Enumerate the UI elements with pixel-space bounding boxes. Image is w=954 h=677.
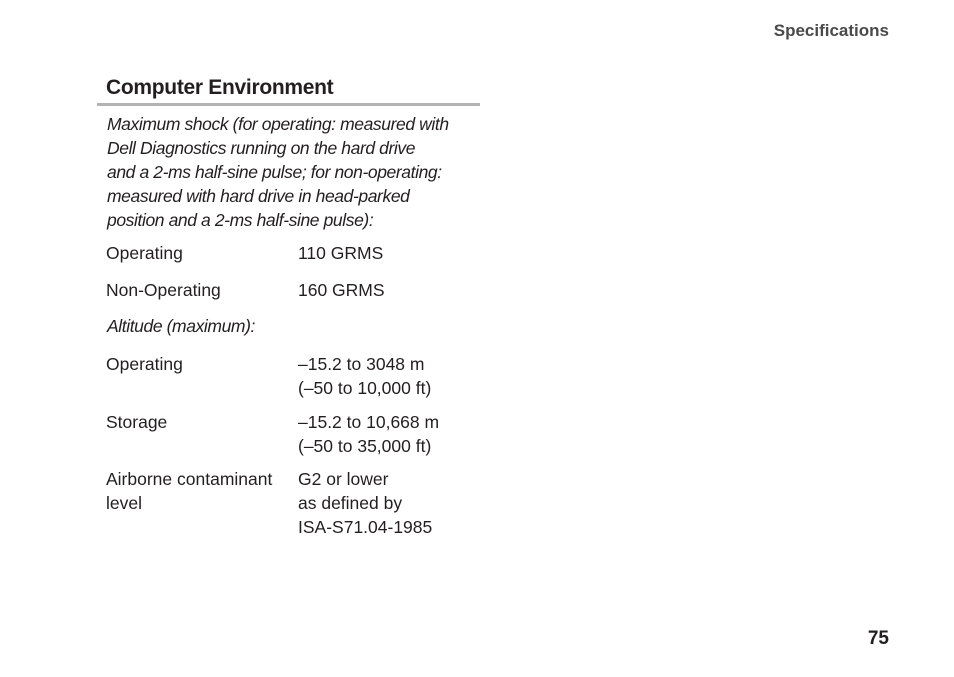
spec-value-line: G2 or lower bbox=[298, 469, 389, 489]
spec-value-line: (–50 to 10,000 ft) bbox=[298, 378, 432, 398]
spec-label bbox=[106, 467, 291, 515]
page-number: 75 bbox=[867, 628, 889, 649]
shock-note-line: Dell Diagnostics running on the hard drive bbox=[107, 138, 416, 158]
spec-value-line: (–50 to 35,000 ft) bbox=[298, 436, 432, 456]
spec-value: 110 GRMS bbox=[298, 243, 384, 263]
spec-label: Non-Operating bbox=[106, 280, 221, 300]
spec-value bbox=[298, 352, 498, 400]
shock-note-line: and a 2-ms half-sine pulse; for non-operating: bbox=[107, 162, 442, 182]
spec-value-line: –15.2 to 10,668 m bbox=[298, 412, 440, 432]
spec-label: Operating bbox=[106, 354, 183, 374]
shock-note-line: position and a 2-ms half-sine pulse): bbox=[107, 210, 374, 230]
altitude-note: Altitude (maximum): bbox=[107, 316, 255, 336]
title-divider bbox=[97, 103, 480, 106]
shock-note bbox=[107, 112, 487, 232]
spec-value-line: ISA-S71.04-1985 bbox=[298, 517, 433, 537]
spec-value-line: as defined by bbox=[298, 493, 403, 513]
spec-label: Storage bbox=[106, 412, 168, 432]
spec-label-line: Airborne contaminant bbox=[106, 469, 273, 489]
spec-value bbox=[298, 410, 498, 458]
spec-value: 160 GRMS bbox=[298, 280, 385, 300]
spec-value bbox=[298, 467, 498, 539]
section-title: Computer Environment bbox=[106, 76, 334, 99]
spec-label-line: level bbox=[106, 493, 142, 513]
spec-value-line: –15.2 to 3048 m bbox=[298, 354, 425, 374]
shock-note-line: measured with hard drive in head-parked bbox=[107, 186, 410, 206]
running-header: Specifications bbox=[773, 21, 889, 40]
spec-label: Operating bbox=[106, 243, 183, 263]
shock-note-line: Maximum shock (for operating: measured with bbox=[107, 114, 449, 134]
